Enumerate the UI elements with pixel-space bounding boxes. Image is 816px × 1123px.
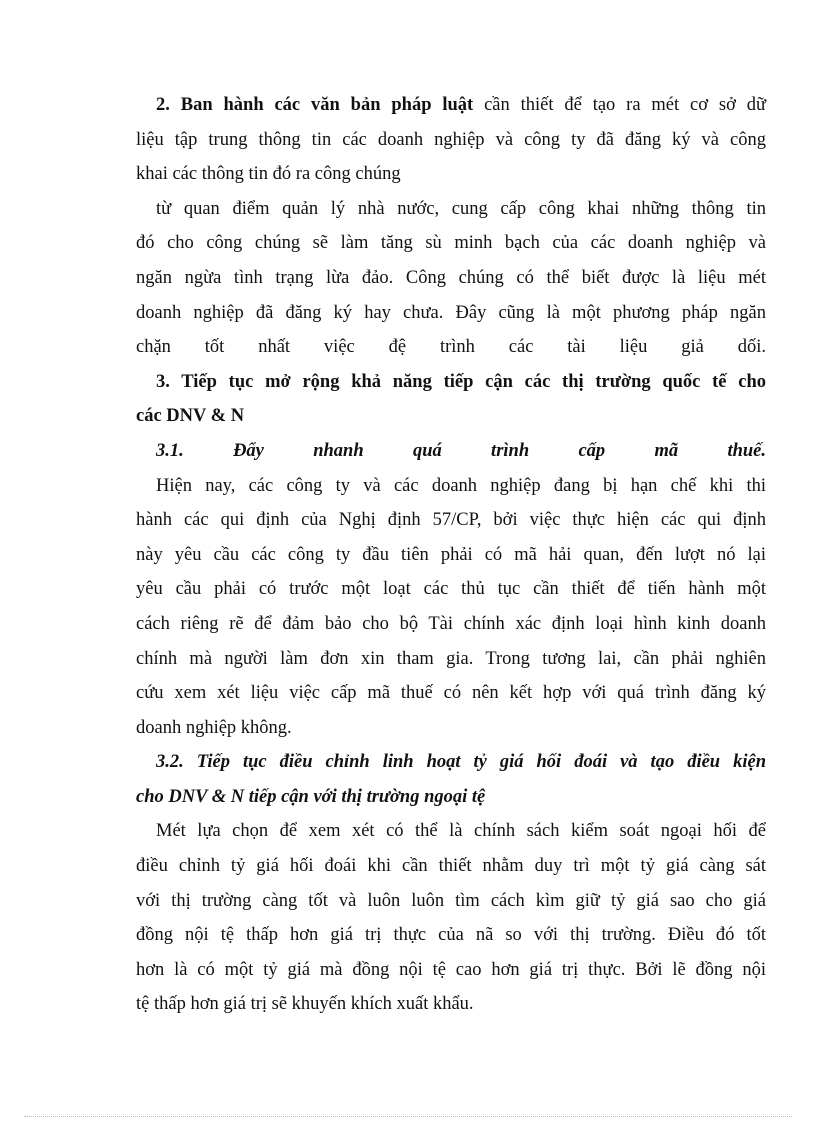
text-line: ngăn ngừa tình trạng lừa đảo. Công chúng có thể biết được là liệu mét	[136, 267, 766, 288]
text-line: hành các qui định của Nghị định 57/CP, bởi việc thực hiện các qui định	[136, 510, 766, 531]
text-line: yêu cầu phải có trước một loạt các thủ tục cần thiết để tiến hành một	[136, 579, 766, 600]
text-line: chính mà người làm đơn xin tham gia. Trong tương lai, cần phải nghiên	[136, 648, 766, 669]
section-3-2-heading: 3.2. Tiếp tục điều chỉnh linh hoạt tỷ giá hối đoái và tạo điều kiện	[156, 752, 766, 773]
text-line: với thị trường càng tốt và luôn luôn tìm cách kìm giữ tỷ giá sao cho giá	[136, 890, 766, 911]
text-line: từ quan điểm quản lý nhà nước, cung cấp công khai những thông tin	[156, 198, 766, 219]
text-line: đồng nội tệ thấp hơn giá trị thực của nã so với thị trường. Điều đó tốt	[136, 925, 766, 946]
text-line: hơn là có một tỷ giá mà đồng nội tệ cao hơn giá trị thực. Bởi lẽ đồng nội	[136, 959, 766, 980]
section-3-heading-cont: các DNV & N	[136, 406, 245, 427]
text-line: cần thiết để tạo ra mét cơ sở dữ	[484, 95, 767, 115]
text-line: điều chỉnh tỷ giá hối đoái khi cần thiết nhằm duy trì một tỷ giá càng sát	[136, 856, 766, 877]
section-2-first-line	[136, 88, 766, 123]
text-line: doanh nghiệp không.	[136, 717, 292, 738]
document-page	[136, 88, 766, 1022]
text-line: này yêu cầu các công ty đầu tiên phải có mã hải quan, đến lượt nó lại	[136, 544, 766, 565]
text-line: tệ thấp hơn giá trị sẽ khuyến khích xuất khẩu.	[136, 994, 474, 1015]
text-line: chặn tốt nhất việc đệ trình các tài liệu giả dối.	[136, 337, 766, 358]
text-line: Hiện nay, các công ty và các doanh nghiệp đang bị hạn chế khi thi	[156, 475, 766, 496]
text-line: cách riêng rẽ để đảm bảo cho bộ Tài chính xác định loại hình kinh doanh	[136, 613, 766, 634]
text-line: khai các thông tin đó ra công chúng	[136, 164, 401, 185]
section-3-2-heading-cont: cho DNV & N tiếp cận với thị trường ngoại tệ	[136, 786, 486, 807]
page-bottom-divider	[24, 1116, 792, 1117]
section-2-heading: 2. Ban hành các văn bản pháp luật	[156, 95, 474, 115]
section-3-1-heading: 3.1. Đẩy nhanh quá trình cấp mã thuế.	[156, 440, 766, 461]
text-line: Mét lựa chọn để xem xét có thể là chính sách kiểm soát ngoại hối để	[156, 821, 766, 842]
text-line: đó cho công chúng sẽ làm tăng sù minh bạch của các doanh nghiệp và	[136, 233, 766, 254]
text-line: cứu xem xét liệu việc cấp mã thuế có nên kết hợp với quá trình đăng ký	[136, 683, 766, 704]
section-3-heading: 3. Tiếp tục mở rộng khả năng tiếp cận các thị trường quốc tế cho	[156, 371, 766, 392]
text-line: doanh nghiệp đã đăng ký hay chưa. Đây cũng là một phương pháp ngăn	[136, 302, 766, 323]
text-line: liệu tập trung thông tin các doanh nghiệp và công ty đã đăng ký và công	[136, 129, 766, 150]
